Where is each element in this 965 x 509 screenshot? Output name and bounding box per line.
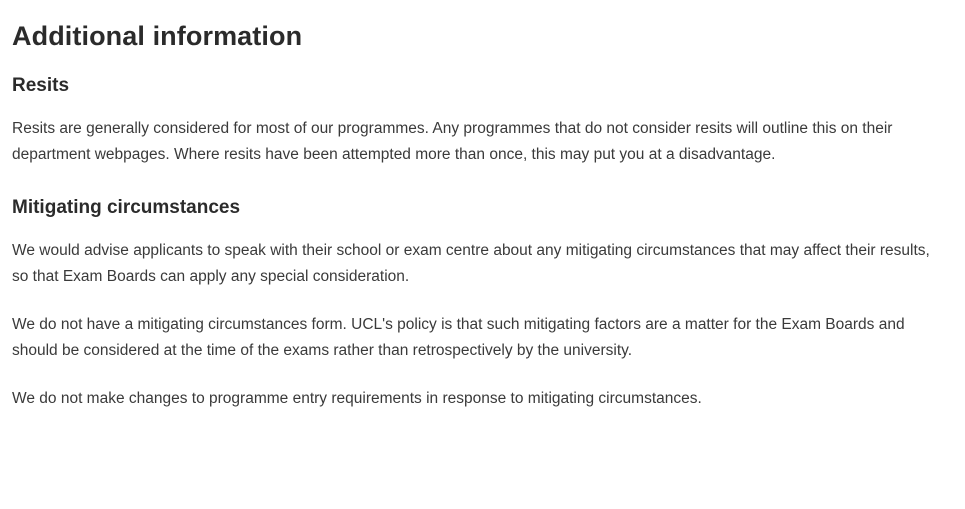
section-heading-mitigating-circumstances: Mitigating circumstances	[12, 197, 241, 219]
paragraph-mitigating-3: We do not make changes to programme entry requirements in response to mitigating circumstances.	[12, 389, 702, 407]
paragraph-resits-1: Resits are generally considered for most of our programmes. Any programmes that do not consider resits will outline this on their department webpages. Where resits have been attempted more than once, this may put you at a disadvantage.	[12, 120, 893, 164]
section-heading-resits: Resits	[12, 75, 70, 97]
page-title: Additional information	[12, 21, 303, 51]
paragraph-mitigating-1: We would advise applicants to speak with their school or exam centre about any mitigating circumstances that may affect their results, so that Exam Boards can apply any special consideration.	[12, 241, 930, 285]
paragraph-mitigating-2: We do not have a mitigating circumstances form. UCL's policy is that such mitigating factors are a matter for the Exam Boards and should be considered at the time of the exams rather than retrospectively by the university.	[12, 315, 905, 359]
